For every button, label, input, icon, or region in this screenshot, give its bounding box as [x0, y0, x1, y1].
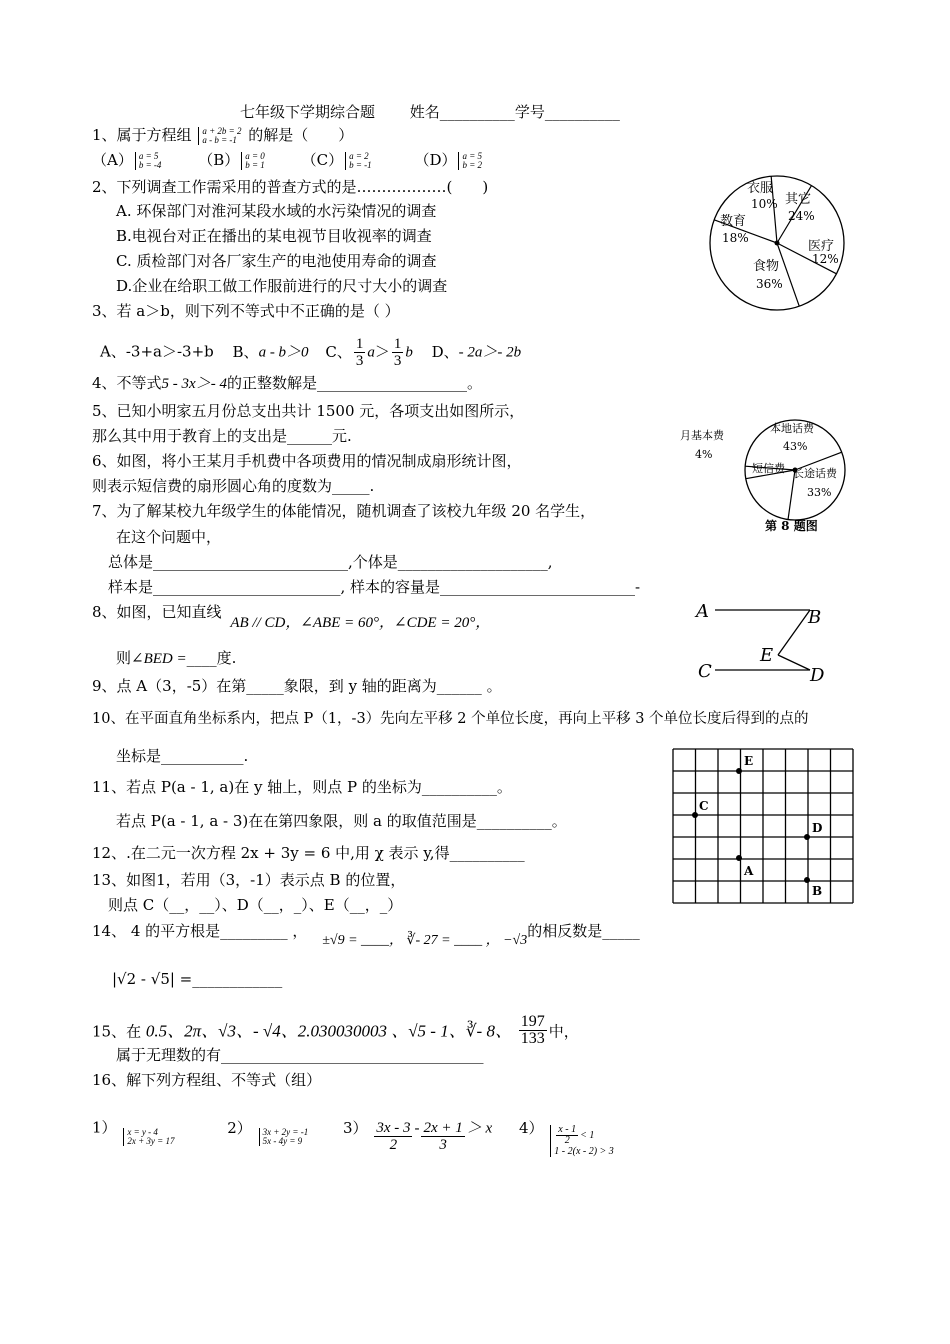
q1-options — [92, 150, 484, 170]
pie1-label-clothing: 衣服 — [747, 181, 774, 196]
q7-line2: 在这个问题中， — [116, 528, 222, 546]
q2-stem: 2、下列调查工作需采用的普查方式的是………………( ) — [92, 178, 489, 196]
q6-line1: 6、如图，将小王某月手机费中各项费用的情况制成扇形统计图， — [92, 452, 522, 470]
q9: 9、点 A（3，-5）在第_____象限，到 y 轴的距离为______ 。 — [92, 677, 502, 695]
pie2-label-sms: 短信费 — [752, 462, 785, 475]
pie2-value-base: 4% — [695, 448, 713, 461]
grid-label-b: B — [812, 884, 823, 898]
pie1-value-education: 18% — [722, 231, 749, 245]
q5-line2: 那么其中用于教育上的支出是______元. — [92, 427, 352, 445]
q3-option-d: - 2a＞- 2b — [458, 344, 522, 361]
title-text: 七年级下学期综合题 — [240, 103, 376, 121]
q8-point-b: B — [808, 607, 822, 628]
pie2-value-long: 33% — [807, 486, 832, 499]
q13-line2: 则点 C（__，__）、D（__，_）、E（__，_） — [108, 896, 403, 914]
question-4: 4、不等式5 - 3x＞- 4的正整数解是____________________。 — [92, 374, 482, 392]
q1-option-a-system: a = 5 b = -4 — [135, 152, 162, 170]
grid-label-a: A — [744, 864, 754, 878]
grid-point-d — [804, 834, 810, 840]
pie1-label-medical: 医疗 — [808, 239, 835, 254]
q11-line2: 若点 P(a - 1, a - 3)在在第四象限，则 a 的取值范围是__________。 — [116, 812, 567, 830]
q11-line1: 11、若点 P(a - 1, a)在 y 轴上，则点 P 的坐标为__________。 — [92, 778, 512, 796]
q1-option-b: （B） — [198, 151, 240, 169]
q1-option-c: （C） — [301, 151, 344, 169]
q8-geometry-figure — [690, 595, 840, 690]
pie1-label-other: 其它 — [785, 192, 812, 207]
q3-option-d-label: D、 — [431, 342, 459, 361]
q8-angle: ∠BED = — [131, 651, 187, 667]
question-1 — [92, 125, 353, 145]
q16-p1-label: 1） — [92, 1118, 117, 1137]
coordinate-grid-figure — [672, 748, 854, 906]
q4-expr: 5 - 3x＞- 4 — [161, 376, 227, 392]
q8-point-d: D — [810, 665, 825, 686]
grid-point-c — [692, 812, 698, 818]
grid-label-d: D — [812, 821, 823, 835]
pie1-label-education: 教育 — [720, 214, 747, 229]
q7-line3: 总体是__________________________,个体是____________________, — [108, 553, 553, 571]
grid-label-e: E — [744, 754, 754, 768]
q15-line1: 15、在 0.5、2π、√3、- √4、2.030030003 、√5 - 1、∛- 8、 $\frac{197}{133}$ 中， — [92, 1013, 579, 1047]
q10-line1: 10、在平面直角坐标系内，把点 P（1，-3）先向左平移 2 个单位长度，再向上平移 3 个单位长度后得到的点的 — [92, 711, 809, 727]
q8-line2: 则∠BED =____度. — [116, 649, 237, 667]
pie2-label-long: 长途话费 — [793, 467, 837, 480]
q1-option-d: （D） — [414, 151, 457, 169]
grid-lines — [673, 749, 853, 903]
q3-frac-2: $\frac{1}{3}$ — [393, 336, 402, 369]
q7-line4: 样本是_________________________, 样本的容量是__________________________- — [108, 578, 641, 596]
q16-p1-system: x = y - 4 2x + 3y = 17 — [123, 1128, 174, 1146]
q14-line2: |√2 - √5| =____________ — [112, 970, 283, 988]
q2-option-a: A. 环保部门对淮河某段水域的水污染情况的调查 — [116, 202, 437, 220]
pie2-label-base: 月基本费 — [680, 429, 724, 442]
q8-expr: AB // CD，∠ABE = 60°，∠CDE = 20°， — [230, 615, 491, 631]
q14-line1: 14、 4 的平方根是_________ ， ±√9 = ____， ∛- 27 = ____ ， −√3的相反数是_____ — [92, 922, 640, 948]
q1-option-b-system: a = 0 b = 1 — [241, 152, 265, 170]
q1-system: a + 2b = 2 a - b = -1 — [198, 127, 241, 145]
q12: 12、.在二元一次方程 2x + 3y = 6 中,用 χ 表示 y,得__________ — [92, 844, 525, 862]
pie1-center — [775, 241, 780, 246]
q3-option-a: A、-3+a＞-3+b — [100, 342, 214, 361]
q7-line1: 7、为了解某校九年级学生的体能情况，随机调查了该校九年级 20 名学生， — [92, 502, 596, 520]
question-8: 8、如图，已知直线 AB // CD，∠ABE = 60°，∠CDE = 20°， — [92, 603, 491, 631]
q13-line1: 13、如图1，若用（3，-1）表示点 B 的位置， — [92, 871, 406, 889]
q3-option-c-label: C、 — [325, 342, 352, 361]
name-field: 姓名__________ — [409, 103, 515, 121]
page-title — [240, 102, 620, 122]
q8-point-e: E — [760, 645, 774, 666]
q3-option-b: a - b＞0 — [258, 344, 309, 361]
expense-pie-chart — [700, 170, 860, 320]
q3-frac-1: $\frac{1}{3}$ — [355, 336, 364, 369]
q16-p3-frac1: $\frac{3x - 3}{2}$ — [376, 1120, 411, 1153]
q15-numbers: 0.5、2π、√3、- √4、2.030030003 、√5 - 1、∛- 8、 — [145, 1021, 512, 1041]
id-field: 学号__________ — [514, 103, 620, 121]
grid-point-e — [736, 768, 742, 774]
pie1-value-medical: 12% — [812, 252, 839, 266]
q1-option-a: （A） — [92, 151, 133, 169]
q1-option-d-system: a = 5 b = 2 — [458, 152, 482, 170]
q16-p4-label: 4） — [518, 1118, 544, 1137]
q16-stem: 16、解下列方程组、不等式（组） — [92, 1071, 322, 1089]
q10-line2: 坐标是___________. — [116, 747, 249, 765]
q15-line2: 属于无理数的有___________________________________ — [116, 1046, 484, 1064]
pie1-value-other: 24% — [788, 209, 815, 223]
q16-p2-system: 3x + 2y = -1 5x - 4y = 9 — [259, 1128, 309, 1146]
q16-p2-label: 2） — [227, 1118, 252, 1137]
q3-option-c-rel: ＞ — [374, 342, 390, 361]
q16-p4-system: $\frac{x - 1}{2}$ < 1 1 - 2(x - 2) > 3 — [550, 1125, 614, 1157]
pie2-caption: 第 8 题图 — [765, 519, 818, 533]
pie2-label-local: 本地话费 — [770, 422, 814, 435]
grid-point-a — [736, 855, 742, 861]
q1-option-c-system: a = 2 b = -1 — [345, 152, 372, 170]
q8-point-a: A — [696, 601, 709, 622]
q2-option-d: D.企业在给职工做工作服前进行的尺寸大小的调查 — [116, 277, 448, 295]
grid-label-c: C — [699, 799, 709, 813]
pie2-value-local: 43% — [783, 440, 808, 453]
q16-p3-frac2: $\frac{2x + 1}{3}$ — [423, 1120, 463, 1153]
q16-p3-label: 3） — [343, 1118, 368, 1137]
q2-option-c: C. 质检部门对各厂家生产的电池使用寿命的调查 — [116, 252, 437, 270]
q5-line1: 5、已知小明家五月份总支出共计 1500 元，各项支出如图所示， — [92, 402, 525, 420]
q15-fraction: $\frac{197}{133}$ — [520, 1013, 545, 1047]
q3-stem: 3、若 a＞b，则下列不等式中不正确的是（ ） — [92, 302, 400, 320]
q1-tail: 的解是（ ） — [248, 126, 354, 144]
q16-problems: 1） x = y - 4 2x + 3y = 17 2） 3x + 2y = -1 5x - 4y = 9 3） $\frac{3x - 3}{2}$ - $\frac{2x + 1}{3}$ ＞ x 4） $\frac{x - 1}{2}$ < 1 1 - 2(x - 2) > 3 — [92, 1118, 614, 1157]
q3-option-b-label: B、 — [232, 342, 259, 361]
q14-expr: ±√9 = ____， ∛- 27 = ____ ， −√3 — [322, 933, 528, 948]
pie1-label-food: 食物 — [753, 259, 780, 274]
phone-fee-pie-chart — [670, 412, 870, 537]
pie1-value-clothing: 10% — [751, 197, 778, 211]
q6-line2: 则表示短信费的扇形圆心角的度数为_____. — [92, 477, 375, 495]
grid-point-b — [804, 877, 810, 883]
pie1-value-food: 36% — [756, 277, 783, 291]
q8-point-c: C — [698, 661, 712, 682]
q2-option-b: B.电视台对正在播出的某电视节目收视率的调查 — [116, 227, 432, 245]
q1-stem: 1、属于方程组 — [92, 126, 192, 144]
q3-options: A、-3+a＞-3+b B、a - b＞0 C、 $\frac{1}{3}$ a＞ $\frac{1}{3}$ b D、- 2a＞- 2b — [100, 336, 522, 369]
